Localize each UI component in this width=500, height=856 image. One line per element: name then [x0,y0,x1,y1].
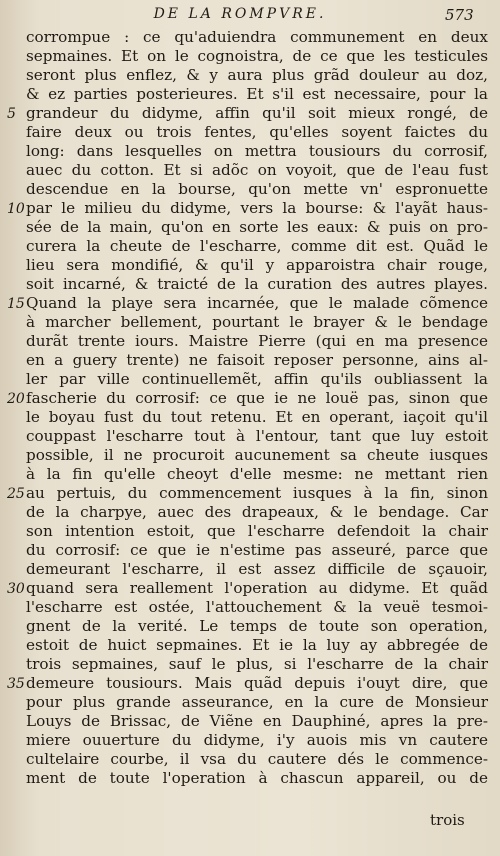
text-line [26,142,488,161]
text-line [7,674,488,693]
line-text: sée de la main, qu'on en sorte les eaux: & puis on pro- [26,218,488,236]
line-text: seront plus enflez, & y aura plus grãd douleur au doz, [26,66,488,84]
text-line [26,66,488,85]
line-number: 5 [7,106,16,122]
text-line [26,161,488,180]
line-text: demeure tousiours. Mais quãd depuis i'ouyt dire, que [26,674,488,692]
line-text: sepmaines. Et on le cognoistra, de ce que les testicules [26,47,488,65]
text-line [26,180,488,199]
text-line [26,693,488,712]
line-number: 10 [7,201,25,217]
line-text: l'escharre est ostée, l'attouchement & la veuë tesmoi- [26,598,488,616]
line-text: de la charpye, auec des drapeaux, & le bendage. Car [26,503,488,521]
text-line [26,47,488,66]
line-text: le boyau fust du tout retenu. Et en operant, iaçoit qu'il [26,408,488,426]
line-text: grandeur du didyme, affin qu'il soit mieux rongé, de [26,104,488,122]
text-line [7,484,488,503]
line-text: cultelaire courbe, il vsa du cautere dés le commence- [26,750,488,768]
line-text: au pertuis, du commencement iusques à la fin, sinon [26,484,488,502]
line-number: 15 [7,296,25,312]
text-line [26,370,488,389]
text-line [7,579,488,598]
text-line [26,769,488,788]
text-line [7,199,488,218]
line-text: à marcher bellement, pourtant le brayer & le bendage [26,313,488,331]
line-text: fascherie du corrosif: ce que ie ne louë pas, sinon que [26,389,488,407]
text-line [26,522,488,541]
line-text: demeurant l'escharre, il est assez difficile de sçauoir, [26,560,488,578]
line-number: 35 [7,676,25,692]
line-text: à la fin qu'elle cheoyt d'elle mesme: ne mettant rien [26,465,488,483]
text-line [26,332,488,351]
text-line [26,218,488,237]
text-line [26,750,488,769]
text-body [7,28,488,788]
line-text: son intention estoit, que l'escharre defendoit la chair [26,522,488,540]
text-line [26,427,488,446]
line-text: quand sera reallement l'operation au didyme. Et quãd [26,579,488,597]
line-text: descendue en la bourse, qu'on mette vn' espronuette [26,180,488,198]
text-line [26,541,488,560]
line-text: miere ouuerture du didyme, i'y auois mis vn cautere [26,731,488,749]
line-text: en a guery trente) ne faisoit reposer personne, ains al- [26,351,488,369]
text-line [26,256,488,275]
line-text: long: dans lesquelles on mettra tousiours du corrosif, [26,142,488,160]
line-text: gnent de la verité. Le temps de toute son operation, [26,617,488,635]
line-text: pour plus grande asseurance, en la cure de Monsieur [26,693,488,711]
line-text: auec du cotton. Et si adõc on voyoit, que de l'eau fust [26,161,488,179]
text-line [26,28,488,47]
line-text: soit incarné, & traicté de la curation des autres playes. [26,275,488,293]
line-text: Louys de Brissac, de Viẽne en Dauphiné, apres la pre- [26,712,488,730]
line-text: durãt trente iours. Maistre Pierre (qui en ma presence [26,332,488,350]
text-line [26,731,488,750]
line-number: 25 [7,486,25,502]
text-line [7,104,488,123]
text-line [26,275,488,294]
line-text: ment de toute l'operation à chascun appareil, ou de [26,769,488,787]
line-text: du corrosif: ce que ie n'estime pas asseuré, parce que [26,541,488,559]
line-text: curera la cheute de l'escharre, comme dit est. Quãd le [26,237,488,255]
text-line [26,123,488,142]
line-text: lieu sera mondifié, & qu'il y apparoistra chair rouge, [26,256,488,274]
line-text: corrompue : ce qu'aduiendra communement en deux [26,28,488,46]
text-line [26,408,488,427]
text-line [26,598,488,617]
line-number: 20 [7,391,25,407]
text-line [7,294,488,313]
catchword: trois [430,811,465,829]
line-text: faire deux ou trois fentes, qu'elles soyent faictes du [26,123,488,141]
running-title: DE LA ROMPVRE. [153,6,327,22]
text-line [26,351,488,370]
text-line [26,655,488,674]
text-line [26,636,488,655]
text-line [26,560,488,579]
line-text: estoit de huict sepmaines. Et ie la luy ay abbregée de [26,636,488,654]
text-line [26,712,488,731]
line-text: possible, il ne procuroit aucunement sa cheute iusques [26,446,488,464]
text-line [26,237,488,256]
line-text: ler par ville continuellemẽt, affin qu'ils oubliassent la [26,370,488,388]
text-line [26,85,488,104]
line-text: trois sepmaines, sauf le plus, si l'escharre de la chair [26,655,488,673]
line-text: & ez parties posterieures. Et s'il est necessaire, pour la [26,85,488,103]
text-line [26,446,488,465]
text-line [26,503,488,522]
line-number: 30 [7,581,25,597]
page-number: 573 [445,6,474,24]
text-line [26,465,488,484]
text-line [26,313,488,332]
line-text: couppast l'escharre tout à l'entour, tant que luy estoit [26,427,488,445]
line-text: par le milieu du didyme, vers la bourse: & l'ayãt haus- [26,199,488,217]
text-line [26,617,488,636]
text-line [7,389,488,408]
line-text: Quand la playe sera incarnée, que le malade cõmence [26,294,488,312]
